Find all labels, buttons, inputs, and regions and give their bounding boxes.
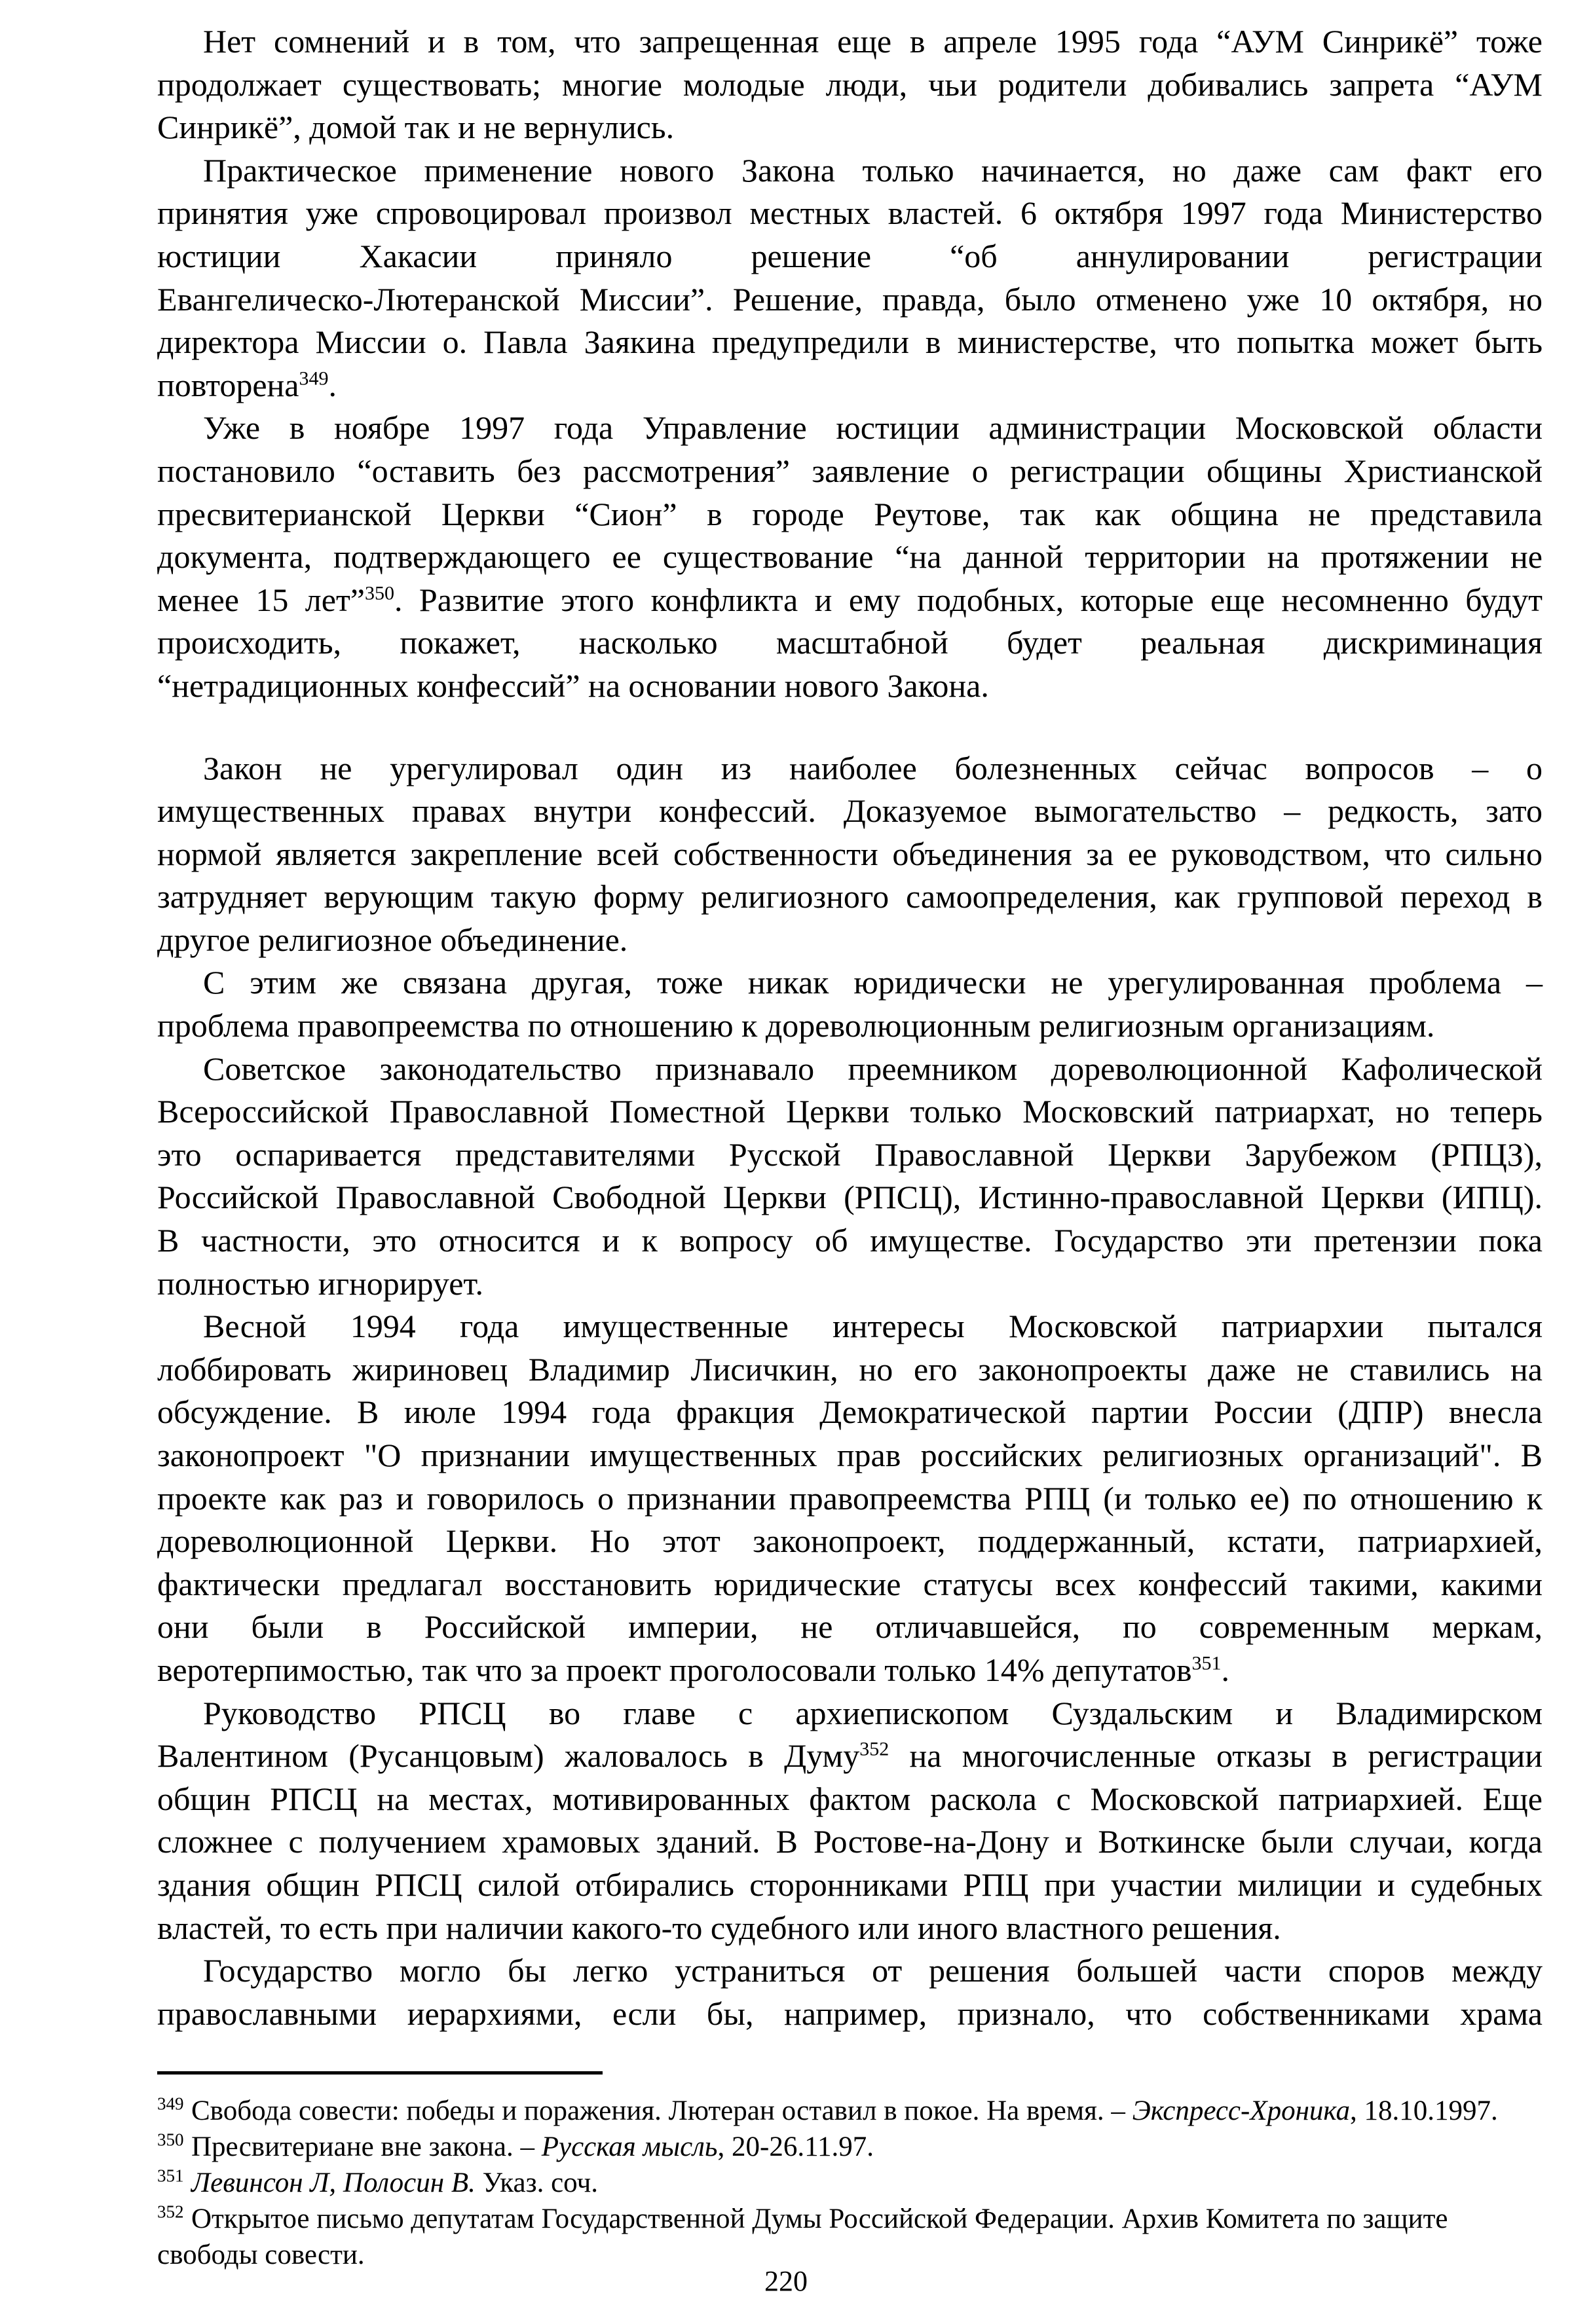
text-line: [157, 536, 1543, 579]
text-line: [157, 876, 1543, 919]
text-line: [157, 407, 1543, 450]
text-run: пресвитерианской Церкви “Сион” в городе Реутове, так как община не представила: [157, 495, 1543, 532]
text-run: Евангелическо-Лютеранской Миссии”. Решение, правда, было отменено уже 10 октября, но: [157, 280, 1543, 318]
text-run: властей, то есть при наличии какого-то судебного или иного властного решения.: [157, 1909, 1281, 1946]
paragraph: [157, 407, 1543, 707]
text-run: Практическое применение нового Закона только начинается, но даже сам факт его: [203, 151, 1543, 189]
text-line: [157, 1348, 1543, 1392]
text-run: .: [1221, 1651, 1230, 1688]
text-line: [157, 1005, 1543, 1048]
text-line: [157, 64, 1543, 107]
text-run: Весной 1994 года имущественные интересы Московской патриархии пытался: [203, 1308, 1543, 1345]
text-line: [157, 1563, 1543, 1606]
text-run: это оспаривается представителями Русской Православной Церкви Зарубежом (РПЦЗ),: [157, 1135, 1543, 1173]
text-run: полностью игнорирует.: [157, 1264, 483, 1302]
text-run: директора Миссии о. Павла Заякина предупредили в министерстве, что попытка может быть: [157, 323, 1543, 361]
text-run: менее 15 лет”: [157, 581, 365, 618]
text-run: юстиции Хакасии приняло решение “об аннулировании регистрации: [157, 237, 1543, 274]
paragraph: [157, 1305, 1543, 1691]
text-run: другое религиозное объединение.: [157, 921, 628, 958]
text-run: православными иерархиями, если бы, например, признало, что собственниками храма: [157, 1995, 1543, 2032]
text-run: Советское законодательство признавало преемником дореволюционной Кафолической: [203, 1050, 1543, 1087]
text-line: [157, 364, 1543, 407]
text-run: принятия уже спровоцировал произвол местных властей. 6 октября 1997 года Министерство: [157, 194, 1543, 232]
text-line: [157, 790, 1543, 833]
footnote: [157, 2201, 1543, 2237]
italic-run: Левинсон Л, Полосин В.: [191, 2167, 476, 2198]
text-run: законопроект "О признании имущественных прав российских религиозных организаций". В: [157, 1437, 1543, 1473]
footnotes: [157, 2093, 1543, 2273]
text-run: Валентином (Русанцовым) жаловалось в Думу: [157, 1737, 860, 1775]
text-line: [157, 20, 1543, 64]
text-line: [157, 665, 1543, 708]
text-line: [157, 579, 1543, 622]
text-run: Синрикё”, домой так и не вернулись.: [157, 109, 675, 146]
text-run: общин РПСЦ на местах, мотивированных фактом раскола с Московской патриархией. Еще: [157, 1780, 1543, 1817]
text-run: Нет сомнений и в том, что запрещенная еще в апреле 1995 года “АУМ Синрикё” тоже: [203, 23, 1543, 60]
text-run: свободы совести.: [157, 2240, 365, 2270]
text-line: [157, 1305, 1543, 1348]
text-run: сложнее с получением храмовых зданий. В Ростове-на-Дону и Воткинске были случаи, когда: [157, 1823, 1543, 1860]
text-run: документа, подтверждающего ее существование “на данной территории на протяжении не: [157, 538, 1543, 576]
paragraph: [157, 961, 1543, 1047]
text-run: повторена: [157, 366, 299, 403]
footnote-ref: 349: [299, 367, 329, 390]
italic-run: Русская мысль: [541, 2131, 718, 2162]
text-run: дореволюционной Церкви. Но этот законопроект, поддержанный, кстати, патриархией,: [157, 1522, 1543, 1560]
text-run: В частности, это относится и к вопросу об имуществе. Государство эти претензии пока: [157, 1222, 1543, 1259]
text-line: [157, 1434, 1543, 1477]
footnote-number: 351: [157, 2166, 184, 2186]
text-run: Государство могло бы легко устраниться от решения большей части споров между: [203, 1952, 1543, 1989]
text-line: [157, 1090, 1543, 1134]
text-line: [157, 1864, 1543, 1907]
text-line: [157, 1692, 1543, 1735]
text-line: [157, 1520, 1543, 1563]
page-number: 220: [764, 2265, 808, 2297]
text-line: [157, 1048, 1543, 1091]
text-run: Уже в ноябре 1997 года Управление юстиции администрации Московской области: [203, 409, 1543, 447]
text-run: Пресвитериане вне закона. –: [191, 2131, 542, 2162]
text-run: затрудняет верующим такую форму религиозного самоопределения, как групповой переход в: [157, 878, 1543, 915]
text-line: [157, 747, 1543, 790]
text-run: Руководство РПСЦ во главе с архиепископом Суздальским и Владимирском: [203, 1694, 1543, 1731]
footnote-ref: 352: [859, 1738, 889, 1760]
footnote-separator: [157, 2071, 603, 2075]
text-line: [157, 1993, 1543, 2036]
paragraph: [157, 1692, 1543, 1950]
text-run: продолжает существовать; многие молодые люди, чьи родители добивались запрета “АУМ: [157, 65, 1543, 103]
footnote-number: 350: [157, 2130, 184, 2150]
text-run: происходить, покажет, насколько масштабной будет реальная дискриминация: [157, 624, 1543, 661]
footnote-ref: 351: [1191, 1652, 1222, 1674]
text-line: [157, 106, 1543, 149]
text-run: Указ. соч.: [475, 2167, 598, 2198]
text-run: , 18.10.1997.: [1349, 2095, 1498, 2126]
paragraph: [157, 20, 1543, 149]
text-line: [157, 450, 1543, 493]
footnote: [157, 2129, 1543, 2165]
text-run: имущественных правах внутри конфессий. Доказуемое вымогательство – редкость, зато: [157, 792, 1543, 830]
text-line: [157, 1820, 1543, 1864]
text-line: [157, 1176, 1543, 1219]
text-run: С этим же связана другая, тоже никак юридически не урегулированная проблема –: [203, 964, 1543, 1001]
text-line: [157, 621, 1543, 665]
footnote-number: 352: [157, 2202, 184, 2222]
text-line: [157, 278, 1543, 322]
text-line: [157, 1907, 1543, 1950]
text-run: постановило “оставить без рассмотрения” заявление о регистрации общины Христианской: [157, 452, 1543, 489]
text-line: [157, 1263, 1543, 1306]
text-run: “нетрадиционных конфессий” на основании нового Закона.: [157, 667, 989, 704]
text-run: Открытое письмо депутатам Государственной Думы Российской Федерации. Архив Комитета по защите: [191, 2204, 1448, 2234]
text-line: [157, 1219, 1543, 1263]
paragraph: [157, 1949, 1543, 2035]
text-run: они были в Российской империи, не отличавшейся, по современным меркам,: [157, 1608, 1543, 1646]
text-run: здания общин РПСЦ силой отбирались сторонниками РПЦ при участии милиции и судебных: [157, 1866, 1543, 1903]
italic-run: Экспресс-Хроника: [1132, 2095, 1350, 2126]
paragraph: [157, 1048, 1543, 1306]
paragraph: [157, 149, 1543, 407]
text-run: обсуждение. В июле 1994 года фракция Демократической партии России (ДПР) внесла: [157, 1393, 1543, 1431]
text-line: [157, 1391, 1543, 1434]
text-run: . Развитие этого конфликта и ему подобных, которые еще несомненно будут: [394, 581, 1543, 618]
text-run: проекте как раз и говорилось о признании правопреемства РПЦ (и только ее) по отношению к: [157, 1479, 1543, 1517]
text-run: Всероссийской Православной Поместной Церкви только Московский патриархат, но теперь: [157, 1093, 1543, 1130]
text-line: [157, 1778, 1543, 1821]
text-run: .: [328, 366, 337, 403]
paragraph: [157, 747, 1543, 962]
footnote-ref: 350: [365, 582, 394, 604]
text-line: [157, 833, 1543, 876]
text-run: лоббировать жириновец Владимир Лисичкин, но его законопроекты даже не ставились на: [157, 1350, 1543, 1388]
text-run: фактически предлагал восстановить юридические статусы всех конфессий такими, какими: [157, 1565, 1543, 1602]
text-run: проблема правопреемства по отношению к дореволюционным религиозным организациям.: [157, 1007, 1435, 1044]
text-run: веротерпимостью, так что за проект проголосовали только 14% депутатов: [157, 1651, 1192, 1688]
text-line: [157, 1606, 1543, 1649]
text-line: [157, 1649, 1543, 1692]
text-line: [157, 493, 1543, 536]
text-run: Российской Православной Свободной Церкви (РПСЦ), Истинно-православной Церкви (ИПЦ).: [157, 1179, 1543, 1216]
text-line: [157, 919, 1543, 962]
text-line: [157, 235, 1543, 278]
text-line: [157, 192, 1543, 235]
body-text: [157, 20, 1543, 2035]
text-line: [157, 1477, 1543, 1521]
text-line: [157, 961, 1543, 1005]
footnote: [157, 2093, 1543, 2129]
text-run: Закон не урегулировал один из наиболее болезненных сейчас вопросов – о: [203, 749, 1543, 786]
text-run: на многочисленные отказы в регистрации: [889, 1737, 1543, 1775]
footnote-number: 349: [157, 2093, 184, 2114]
text-run: Свобода совести: победы и поражения. Лютеран оставил в покое. На время. –: [191, 2095, 1132, 2126]
footnote: [157, 2165, 1543, 2201]
text-run: , 20-26.11.97.: [717, 2131, 874, 2162]
text-run: нормой является закрепление всей собственности объединения за ее руководством, что сильно: [157, 835, 1543, 872]
text-line: [157, 1949, 1543, 1993]
text-line: [157, 1735, 1543, 1778]
text-line: [157, 1134, 1543, 1177]
text-line: [157, 149, 1543, 193]
text-line: [157, 321, 1543, 364]
